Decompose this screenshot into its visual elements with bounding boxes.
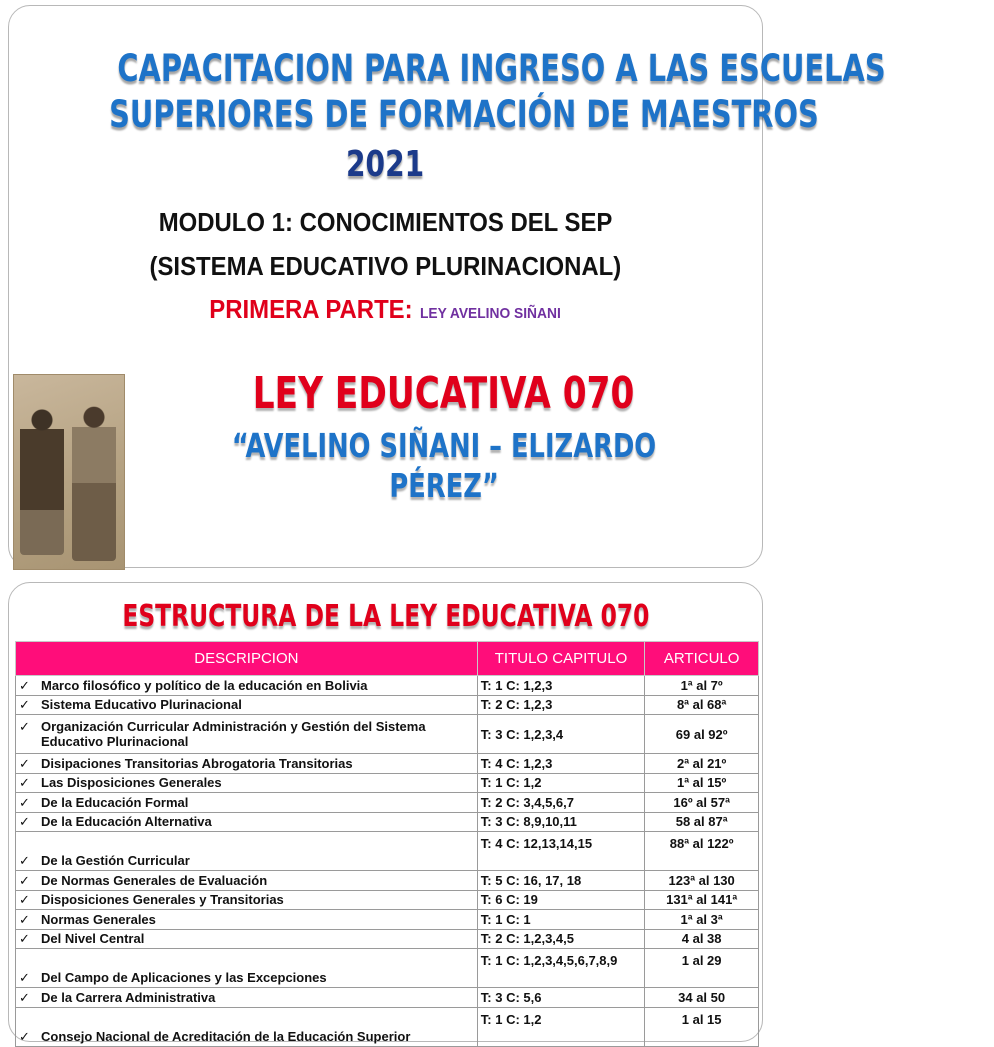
module-title-line-1: MODULO 1: CONOCIMIENTOS DEL SEP [158,207,613,237]
cell-titulo-capitulo: T: 1 C: 1 [477,910,644,930]
cell-descripcion [16,929,478,949]
primera-parte-label: PRIMERA PARTE: [209,294,414,324]
cell-articulo: 1ª al 3ª [645,910,759,930]
ley-name-quote: “AVELINO SIÑANI – ELIZARDO PÉREZ” [231,426,657,505]
cell-descripcion [16,949,478,988]
cell-descripcion [16,890,478,910]
table-row [16,929,759,949]
checkmark-icon: ✓ [19,775,30,791]
descripcion-text: Consejo Nacional de Acreditación de la Educación Superior [41,1028,411,1044]
cell-titulo-capitulo: T: 4 C: 1,2,3 [477,754,644,774]
header-titulo-capitulo: TITULO CAPITULO [477,642,644,676]
cell-articulo: 16º al 57ª [645,793,759,813]
checkmark-icon: ✓ [19,677,30,693]
cell-descripcion [16,871,478,891]
cell-descripcion [16,773,478,793]
structure-table [15,641,759,1047]
checkmark-icon: ✓ [19,1028,30,1044]
descripcion-text: Las Disposiciones Generales [41,775,222,791]
checkmark-icon: ✓ [19,794,30,810]
descripcion-text: De la Gestión Curricular [41,853,190,868]
table-row [16,890,759,910]
cell-articulo: 1 al 15 [645,1007,759,1046]
cell-descripcion [16,793,478,813]
checkmark-icon: ✓ [19,911,30,927]
table-row [16,754,759,774]
cell-descripcion [16,832,478,871]
cell-articulo: 2ª al 21º [645,754,759,774]
table-row [16,793,759,813]
descripcion-text: Organización Curricular Administración y Gestión del Sistema Educativo Plurinacional [41,719,426,749]
cell-articulo: 1 al 29 [645,949,759,988]
cell-articulo: 8ª al 68ª [645,695,759,715]
cell-titulo-capitulo: T: 1 C: 1,2,3 [477,676,644,696]
checkmark-icon: ✓ [19,872,30,888]
descripcion-text: Marco filosófico y político de la educación en Bolivia [41,677,368,693]
checkmark-icon: ✓ [19,970,30,985]
cell-descripcion [16,910,478,930]
cell-descripcion [16,676,478,696]
cell-titulo-capitulo: T: 3 C: 8,9,10,11 [477,812,644,832]
cell-descripcion [16,988,478,1008]
cell-titulo-capitulo: T: 1 C: 1,2 [477,1007,644,1046]
cell-articulo: 1ª al 7º [645,676,759,696]
cell-articulo: 58 al 87ª [645,812,759,832]
descripcion-text: Del Campo de Aplicaciones y las Excepciones [41,970,327,985]
primera-parte-subtitle: LEY AVELINO SIÑANI [420,305,562,322]
cell-articulo: 69 al 92º [645,715,759,754]
checkmark-icon: ✓ [19,931,30,947]
cell-articulo: 34 al 50 [645,988,759,1008]
cell-titulo-capitulo: T: 3 C: 1,2,3,4 [477,715,644,754]
main-title-line-1: CAPACITACION PARA INGRESO A LAS ESCUELAS [117,47,886,90]
descripcion-text: Del Nivel Central [41,931,145,947]
primera-parte [9,294,762,325]
header-descripcion: DESCRIPCION [16,642,478,676]
module-title-line-2: (SISTEMA EDUCATIVO PLURINACIONAL) [149,251,622,281]
descripcion-text: De la Educación Formal [41,794,189,810]
cell-descripcion [16,1007,478,1046]
cell-titulo-capitulo: T: 2 C: 3,4,5,6,7 [477,793,644,813]
cell-titulo-capitulo: T: 5 C: 16, 17, 18 [477,871,644,891]
cell-titulo-capitulo: T: 1 C: 1,2,3,4,5,6,7,8,9 [477,949,644,988]
table-row [16,988,759,1008]
cell-titulo-capitulo: T: 2 C: 1,2,3,4,5 [477,929,644,949]
descripcion-text: De la Carrera Administrativa [41,989,216,1005]
table-row [16,832,759,871]
cell-descripcion [16,812,478,832]
cell-titulo-capitulo: T: 3 C: 5,6 [477,988,644,1008]
table-row [16,812,759,832]
descripcion-text: Sistema Educativo Plurinacional [41,697,242,713]
photo-figure-left [20,405,64,555]
title-slide [8,5,886,568]
table-header-row [16,642,759,676]
cell-articulo: 123ª al 130 [645,871,759,891]
historical-photo [13,374,125,570]
checkmark-icon: ✓ [19,755,30,771]
cell-titulo-capitulo: T: 4 C: 12,13,14,15 [477,832,644,871]
checkmark-icon: ✓ [19,814,30,830]
cell-descripcion [16,754,478,774]
table-row [16,773,759,793]
cell-descripcion [16,695,478,715]
cell-titulo-capitulo: T: 1 C: 1,2 [477,773,644,793]
checkmark-icon: ✓ [19,853,30,868]
header-articulo: ARTICULO [645,642,759,676]
photo-figure-right [72,403,116,561]
descripcion-text: Normas Generales [41,911,156,927]
checkmark-icon: ✓ [19,989,30,1005]
structure-title: ESTRUCTURA DE LA LEY EDUCATIVA 070 [121,599,650,634]
cell-titulo-capitulo: T: 2 C: 1,2,3 [477,695,644,715]
table-row [16,676,759,696]
table-row [16,949,759,988]
table-row [16,695,759,715]
descripcion-text: Disposiciones Generales y Transitorias [41,892,284,908]
cell-articulo: 131ª al 141ª [645,890,759,910]
table-body [16,676,759,1047]
descripcion-text: Disipaciones Transitorias Abrogatoria Transitorias [41,755,353,771]
checkmark-icon: ✓ [19,719,30,734]
table-row [16,715,759,754]
cell-articulo: 1ª al 15º [645,773,759,793]
cell-descripcion [16,715,478,754]
descripcion-text: De Normas Generales de Evaluación [41,872,268,888]
cell-titulo-capitulo: T: 6 C: 19 [477,890,644,910]
descripcion-text: De la Educación Alternativa [41,814,212,830]
table-row [16,871,759,891]
cell-articulo: 88ª al 122º [645,832,759,871]
main-title-line-2: SUPERIORES DE FORMACIÓN DE MAESTROS [109,93,819,136]
structure-slide [8,582,763,1042]
ley-educativa-title: LEY EDUCATIVA 070 [253,368,635,419]
table-row [16,910,759,930]
checkmark-icon: ✓ [19,892,30,908]
cell-articulo: 4 al 38 [645,929,759,949]
checkmark-icon: ✓ [19,697,30,713]
title-year: 2021 [346,144,425,185]
table-row [16,1007,759,1046]
